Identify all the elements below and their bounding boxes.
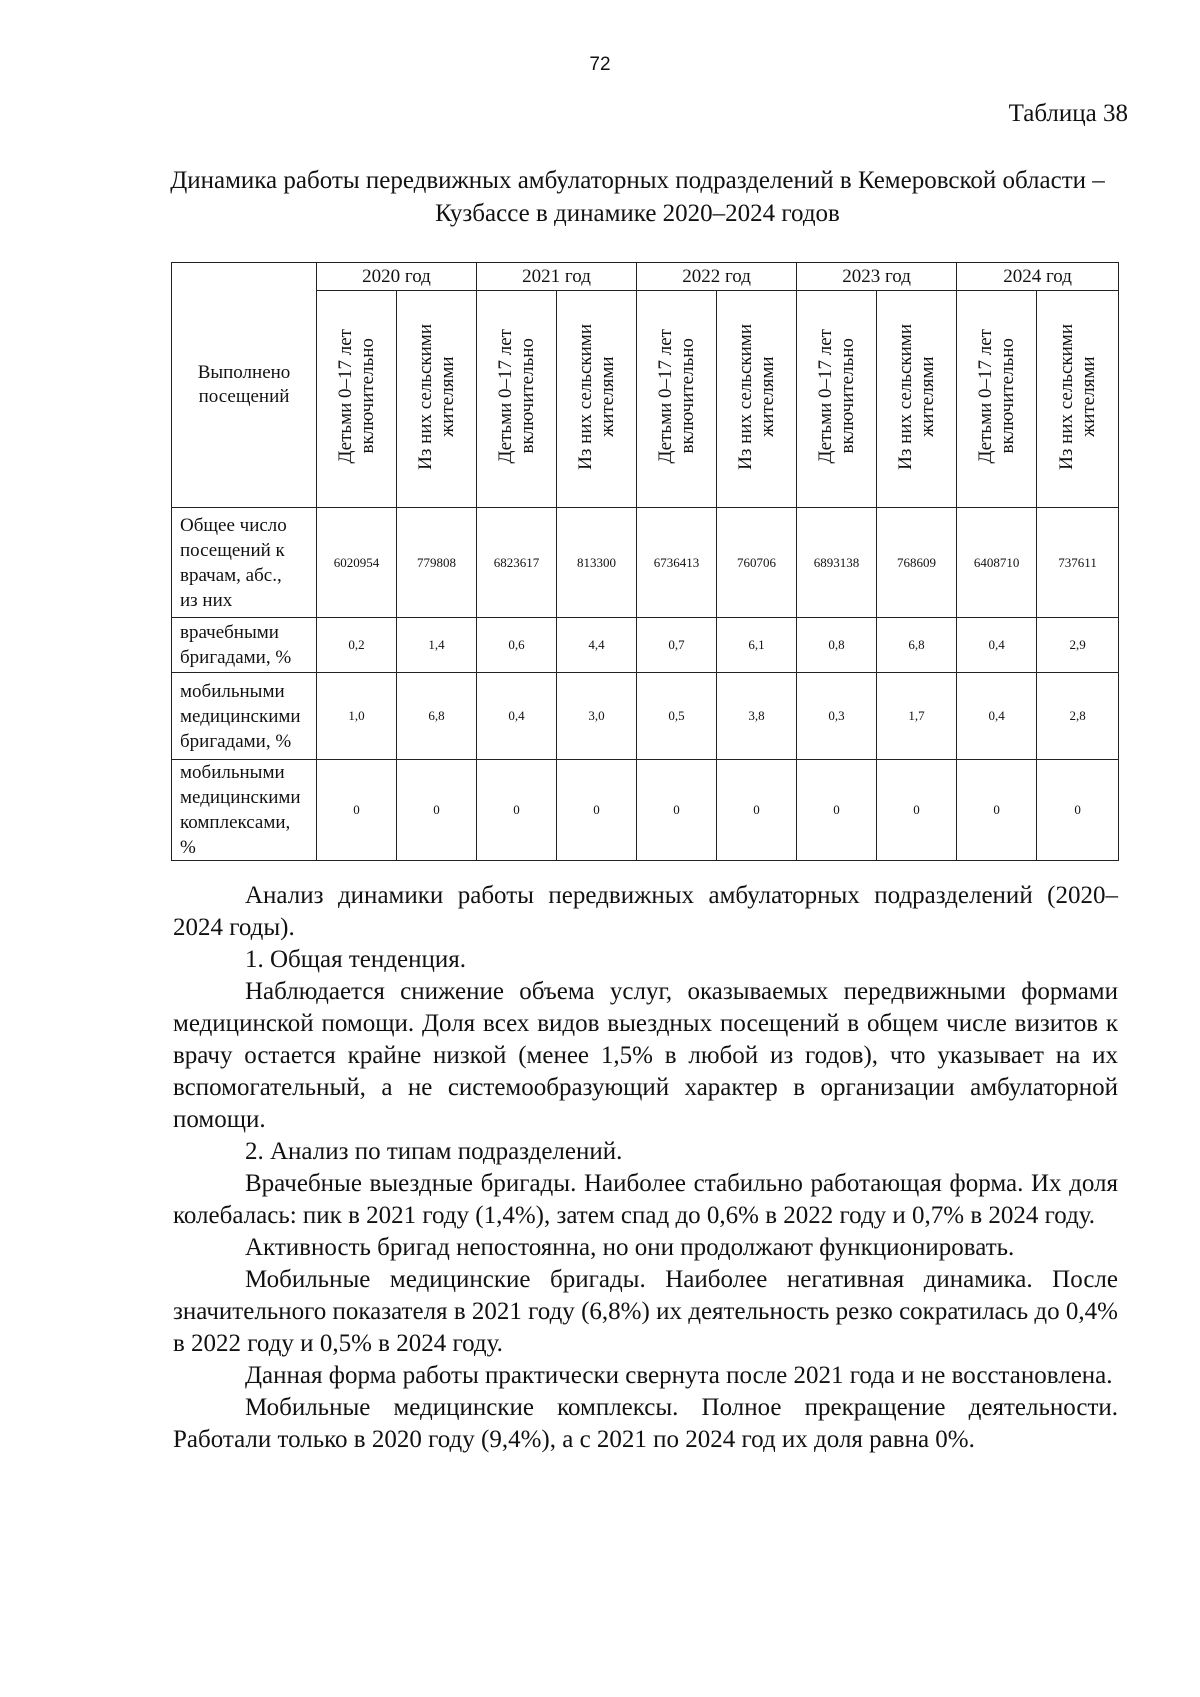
- sub-header-children: [477, 291, 557, 508]
- mobile-units-table: [171, 262, 1119, 861]
- year-header: 2022 год: [637, 263, 797, 291]
- table-cell: 6408710: [957, 508, 1037, 618]
- table-cell: 0: [397, 760, 477, 861]
- sub-header-label: Из них сельскими жителями: [1055, 323, 1099, 470]
- sub-header-children: [797, 291, 877, 508]
- sub-header-label: Из них сельскими жителями: [734, 323, 778, 470]
- table-cell: 813300: [557, 508, 637, 618]
- table-cell: 0,4: [957, 673, 1037, 760]
- sub-header-label: Детьми 0–17 лет включительно: [974, 329, 1018, 464]
- table-row: [172, 618, 1119, 673]
- table-cell: 6893138: [797, 508, 877, 618]
- table-cell: 779808: [397, 508, 477, 618]
- paragraph: Наблюдается снижение объема услуг, оказываемых передвижными формами медицинской помощи. Доля всех видов выездных посещений в общем числе визитов к врачу остается крайне низкой (менее 1,5% в любой из годов), что указывает на их вспомогательный, а не системообразующий характер в организации амбулаторной помощи.: [173, 978, 1118, 1133]
- table-cell: 6736413: [637, 508, 717, 618]
- year-header: 2023 год: [797, 263, 957, 291]
- table-cell: 0: [957, 760, 1037, 861]
- table-cell: 0,2: [317, 618, 397, 673]
- table-cell: 4,4: [557, 618, 637, 673]
- analysis-text: [173, 880, 1118, 1456]
- paragraph: Анализ динамики работы передвижных амбулаторных подразделений (2020–2024 годы).: [173, 882, 1118, 941]
- table-cell: 2,8: [1037, 673, 1119, 760]
- table-row: [172, 508, 1119, 618]
- sub-header-children: [317, 291, 397, 508]
- table-cell: 1,0: [317, 673, 397, 760]
- table-cell: 6823617: [477, 508, 557, 618]
- table-cell: 3,8: [717, 673, 797, 760]
- table-cell: 6,1: [717, 618, 797, 673]
- row-label: мобильными медицинскими бригадами, %: [172, 673, 317, 760]
- table-cell: 0: [637, 760, 717, 861]
- page-number: 72: [589, 54, 611, 75]
- sub-header-children: [637, 291, 717, 508]
- table-cell: 1,4: [397, 618, 477, 673]
- table-cell: 6,8: [877, 618, 957, 673]
- row-label: Общее число посещений к врачам, абс., из них: [172, 508, 317, 618]
- table-cell: 768609: [877, 508, 957, 618]
- sub-header-label: Из них сельскими жителями: [574, 323, 618, 470]
- sub-header-label: Детьми 0–17 лет включительно: [494, 329, 538, 464]
- table-title: Динамика работы передвижных амбулаторных подразделений в Кемеровской области – Кузбассе в динамике 2020–2024 годов: [170, 167, 1105, 227]
- sub-header-label: Детьми 0–17 лет включительно: [334, 329, 378, 464]
- year-header: 2020 год: [317, 263, 477, 291]
- paragraph: Мобильные медицинские бригады. Наиболее негативная динамика. После значительного показателя в 2021 году (6,8%) их деятельность резко сократилась до 0,4% в 2022 году и 0,5% в 2024 году.: [173, 1266, 1118, 1357]
- paragraph: 1. Общая тенденция.: [245, 946, 466, 973]
- table-cell: 0: [477, 760, 557, 861]
- table-cell: 0: [717, 760, 797, 861]
- table-cell: 760706: [717, 508, 797, 618]
- table-cell: 0: [1037, 760, 1119, 861]
- paragraph: Врачебные выездные бригады. Наиболее стабильно работающая форма. Их доля колебалась: пик в 2021 году (1,4%), затем спад до 0,6% в 2022 году и 0,7% в 2024 году.: [173, 1170, 1118, 1229]
- sub-header-label: Детьми 0–17 лет включительно: [654, 329, 698, 464]
- row-label: мобильными медицинскими комплексами, %: [172, 760, 317, 861]
- paragraph: Мобильные медицинские комплексы. Полное прекращение деятельности. Работали только в 2020 году (9,4%), а с 2021 по 2024 год их доля равна 0%.: [173, 1394, 1118, 1453]
- table-row: [172, 760, 1119, 861]
- row-label: врачебными бригадами, %: [172, 618, 317, 673]
- table-cell: 0: [557, 760, 637, 861]
- table-cell: 0: [797, 760, 877, 861]
- year-header: 2021 год: [477, 263, 637, 291]
- sub-header-label: Детьми 0–17 лет включительно: [814, 329, 858, 464]
- table-cell: 0,3: [797, 673, 877, 760]
- sub-header-label: Из них сельскими жителями: [414, 323, 458, 470]
- table-cell: 0,8: [797, 618, 877, 673]
- year-header-row: [172, 263, 1119, 291]
- table-cell: 0,4: [477, 673, 557, 760]
- sub-header-rural: [877, 291, 957, 508]
- table-cell: 737611: [1037, 508, 1119, 618]
- table-cell: 0: [877, 760, 957, 861]
- table-cell: 0,6: [477, 618, 557, 673]
- table-label: Таблица 38: [1008, 100, 1128, 127]
- table-cell: 1,7: [877, 673, 957, 760]
- table-cell: 6020954: [317, 508, 397, 618]
- sub-header-children: [957, 291, 1037, 508]
- table-cell: 2,9: [1037, 618, 1119, 673]
- sub-header-rural: [397, 291, 477, 508]
- sub-header-rural: [1037, 291, 1119, 508]
- table-cell: 3,0: [557, 673, 637, 760]
- sub-header-rural: [717, 291, 797, 508]
- paragraph: Активность бригад непостоянна, но они продолжают функционировать.: [245, 1234, 1015, 1261]
- table-cell: 0,7: [637, 618, 717, 673]
- sub-header-label: Из них сельскими жителями: [894, 323, 938, 470]
- sub-header-rural: [557, 291, 637, 508]
- paragraph: 2. Анализ по типам подразделений.: [245, 1138, 623, 1165]
- corner-header: Выполнено посещений: [172, 263, 317, 508]
- table-cell: 6,8: [397, 673, 477, 760]
- table-cell: 0: [317, 760, 397, 861]
- paragraph: Данная форма работы практически свернута после 2021 года и не восстановлена.: [245, 1362, 1113, 1389]
- year-header: 2024 год: [957, 263, 1119, 291]
- table-cell: 0,4: [957, 618, 1037, 673]
- table-cell: 0,5: [637, 673, 717, 760]
- table-row: [172, 673, 1119, 760]
